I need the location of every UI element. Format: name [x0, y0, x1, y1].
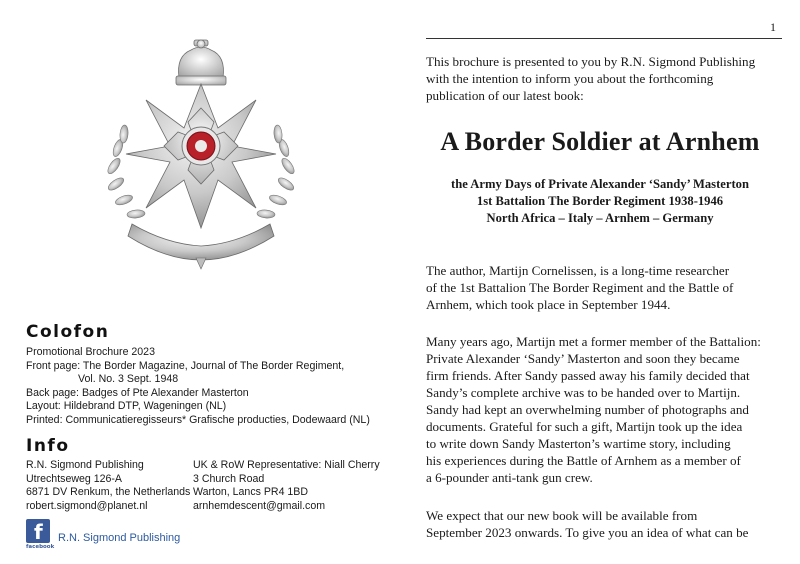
representative-line: UK & RoW Representative: Niall Cherry: [193, 459, 380, 471]
author-paragraph: [426, 262, 733, 313]
colofon-line: Layout: Hildebrand DTP, Wageningen (NL): [26, 400, 227, 413]
availability-paragraph: [426, 507, 748, 541]
info-heading: Info: [26, 436, 70, 456]
text-line: publication of our latest book:: [426, 88, 584, 103]
subtitle-line: North Africa – Italy – Arnhem – Germany: [486, 211, 714, 225]
text-line: Sandy’s complete archive was to be handed over to Martijn.: [426, 385, 741, 400]
border-regiment-badge-icon: [96, 38, 306, 270]
text-line: September 2023 onwards. To give you an idea of what can be: [426, 525, 749, 540]
colofon-line: Printed: Communicatieregisseurs* Grafische producties, Dodewaard (NL): [26, 413, 370, 426]
colofon-block: [26, 346, 370, 428]
text-line: We expect that our new book will be available from: [426, 508, 698, 523]
story-paragraph: [426, 333, 761, 486]
text-line: Many years ago, Martijn met a former member of the Battalion:: [426, 334, 761, 349]
subtitle-line: 1st Battalion The Border Regiment 1938-1946: [476, 194, 724, 208]
facebook-link[interactable]: R.N. Sigmond Publishing: [58, 532, 181, 544]
colofon-heading: Colofon: [26, 322, 110, 342]
right-page: [400, 0, 800, 564]
text-line: with the intention to inform you about the forthcoming: [426, 71, 714, 86]
text-line: Sandy had kept an overwhelming number of photographs and: [426, 402, 749, 417]
colofon-line: Back page: Badges of Pte Alexander Masterton: [26, 386, 249, 399]
text-line: a 6-pounder anti-tank gun crew.: [426, 470, 593, 485]
book-title: A Border Soldier at Arnhem: [440, 127, 760, 156]
representative-email[interactable]: arnhemdescent@gmail.com: [193, 499, 326, 512]
facebook-icon-letter: f: [34, 520, 43, 544]
intro-paragraph: [426, 53, 755, 104]
publisher-email[interactable]: robert.sigmond@planet.nl: [26, 499, 148, 512]
text-line: his experiences during the Battle of Arnhem as a member of: [426, 453, 741, 468]
publisher-address: [26, 459, 190, 513]
facebook-icon-word: facebook: [26, 544, 55, 550]
text-line: of the 1st Battalion The Border Regiment and the Battle of: [426, 280, 734, 295]
text-line: This brochure is presented to you by R.N. Sigmond Publishing: [426, 54, 756, 69]
text-line: Private Alexander ‘Sandy’ Masterton and soon they became: [426, 351, 740, 366]
text-line: Arnhem, which took place in September 1944.: [426, 297, 671, 312]
header-divider: [426, 38, 782, 39]
colofon-line: Front page: The Border Magazine, Journal of The Border Regiment,: [26, 359, 345, 372]
representative-line: Warton, Lancs PR4 1BD: [193, 486, 309, 499]
text-line: documents. Grateful for such a gift, Martijn took up the idea: [426, 419, 743, 434]
subtitle-line: the Army Days of Private Alexander ‘Sandy’ Masterton: [451, 177, 749, 191]
representative-address: [193, 459, 380, 513]
page-number: 1: [770, 20, 776, 34]
facebook-icon[interactable]: [26, 519, 55, 551]
representative-line: 3 Church Road: [193, 472, 265, 485]
text-line: to write down Sandy Masterton’s wartime story, including: [426, 436, 731, 451]
colofon-line: Promotional Brochure 2023: [26, 346, 155, 358]
publisher-line: 6871 DV Renkum, the Netherlands: [26, 486, 191, 499]
text-line: The author, Martijn Cornelissen, is a long-time researcher: [426, 263, 730, 278]
book-subtitles: [400, 176, 800, 227]
publisher-line: Utrechtseweg 126-A: [26, 472, 122, 485]
colofon-line: Vol. No. 3 Sept. 1948: [78, 373, 179, 386]
text-line: firm friends. After Sandy passed away his family decided that: [426, 368, 750, 383]
facebook-icon-square: [26, 519, 50, 543]
publisher-line: R.N. Sigmond Publishing: [26, 459, 144, 471]
